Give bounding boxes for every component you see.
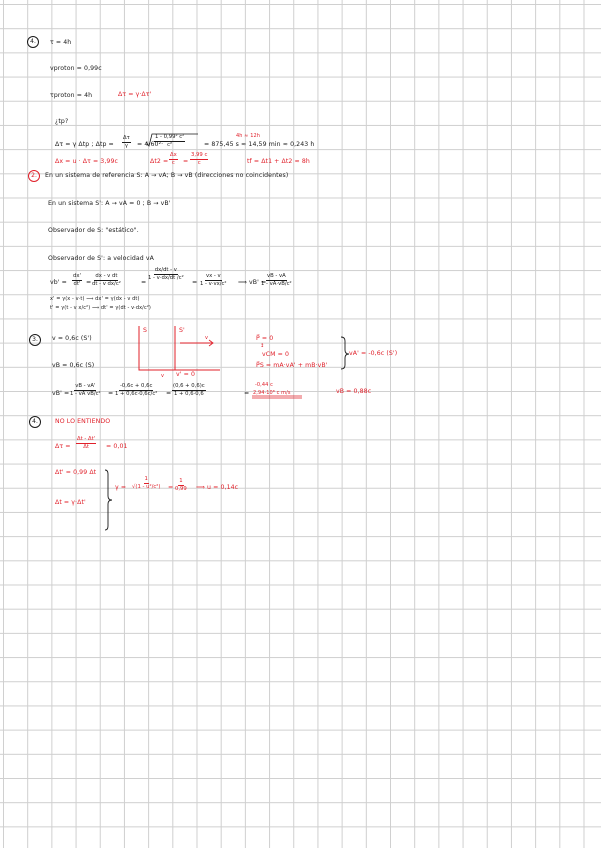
p4-gamma-num: 1 <box>144 477 149 484</box>
p3-frame-v-bottom: v <box>161 373 165 379</box>
p4-gamma-fraction <box>132 477 160 491</box>
p4-dt-fraction <box>76 437 96 451</box>
p2-frac-1 <box>72 274 82 288</box>
p3-frame-v-prime: v' = 0 <box>176 371 196 378</box>
p3-formula-frac-3 <box>172 384 206 398</box>
p4-note: NO LO ENTIENDO <box>55 418 111 425</box>
p2-frac-1-num: dx' <box>72 274 82 281</box>
p2-frac-5 <box>261 274 292 288</box>
p1-fraction <box>122 136 131 150</box>
p1-sqrt-fraction <box>154 135 185 149</box>
p1-proton-time: τproton = 4h <box>50 92 93 99</box>
p3-formula-eq-3: = <box>244 390 250 397</box>
p3-formula-frac-2 <box>115 384 157 398</box>
p3-va-label <box>52 336 92 342</box>
p3-red-result-top: -0,44 c <box>255 382 273 388</box>
p2-frac-2-den: dt - v dx/c² <box>92 281 121 288</box>
p4-gamma-label: γ = <box>115 484 127 491</box>
p3-formula-eq-1: = <box>108 390 114 397</box>
p3-formula-eq-2: = <box>166 390 172 397</box>
p2-frac-4 <box>200 274 227 288</box>
p1-sqrt-den: c² <box>167 142 173 149</box>
p3-vb-final: vB = 0,88c <box>336 388 372 395</box>
p3-momentum-arrow: ↕ <box>260 343 265 349</box>
p3-vcm: vCM = 0 <box>262 351 290 358</box>
p1-question: ¿tp? <box>55 118 69 125</box>
p2-observer-s-prime: Observador de S': a velocidad vA <box>48 255 154 262</box>
p4-dt-prime: Δt' = 0,99 Δt <box>55 469 97 476</box>
p1-dt2-den-2: c <box>197 160 201 167</box>
p3-red-result-bottom: 2,94·10⁸ c m/s <box>253 390 291 396</box>
p2-frac-3-den: 1 - v·dx/dt /c² <box>148 275 184 282</box>
p3-formula-frac-1 <box>70 384 101 398</box>
p1-gamma-eq-mid: = 4·60²· <box>137 141 164 148</box>
p3-frame-s-prime: S' <box>179 327 185 334</box>
p2-implies: ⟹ vB' = <box>238 279 267 286</box>
problem-3-number: 3. <box>29 334 41 346</box>
p3-formula-frac-3-num: (0,6 + 0,6)c <box>172 384 206 391</box>
p3-formula-frac-1-den: 1 - vA vB/c² <box>70 391 101 398</box>
p1-dt2-fraction <box>169 153 178 167</box>
p3-vb: vB = 0,6c (S) <box>52 362 95 369</box>
p3-formula-lhs: vB' = <box>52 390 70 397</box>
p2-intro: En un sistema de referencia S: A → vA; B → vB (direcciones no coincidentes) <box>45 172 289 179</box>
p1-final-time: tf = Δt1 + Δt2 ≈ 8h <box>247 158 310 165</box>
p1-dt2-fraction-2 <box>190 153 208 167</box>
p1-gamma-eq-start: Δτ = γ Δtp ; Δtp = <box>55 141 114 148</box>
p4-dt-num: Δt - Δt' <box>76 437 96 444</box>
p1-dt2-label: Δt2 = <box>150 158 169 165</box>
p2-observer-s: Observador de S: "estático". <box>48 227 139 234</box>
p2-eq-2: = <box>141 279 147 286</box>
p2-lorentz-t: t' = γ(t - v x/c²) ⟹ dt' = γ(dt - v·dx/c²) <box>50 305 151 311</box>
p1-gamma-eq-result: = 875,45 s ≈ 14,59 min ≈ 0,243 h <box>204 141 315 148</box>
p3-frame-v: v <box>205 335 209 341</box>
p3-formula-frac-2-den: 1 + 0,6c·0,6c/c² <box>115 391 158 398</box>
p2-frac-4-num: vx - v <box>205 274 222 281</box>
p2-frac-3-num: dx/dt - v <box>154 268 178 275</box>
p1-distance: Δx = u · Δτ = 3,99c <box>55 158 118 165</box>
p3-va: v = 0,6c (S') <box>52 335 92 342</box>
p1-proton-velocity: vproton = 0,99c <box>50 65 102 72</box>
p3-frame-s: S <box>143 327 148 334</box>
p2-lorentz-x: x' = γ(x - v·t) ⟹ dx' = γ(dx - v dt) <box>50 296 140 302</box>
problem-1-number: 4. <box>27 36 39 48</box>
p2-eq-1: = <box>86 279 92 286</box>
p4-gamma-equals: = <box>168 484 174 491</box>
p4-gamma-fraction-2 <box>175 479 187 493</box>
p3-formula-frac-1-num: vB - vA' <box>74 384 96 391</box>
p1-dt2-num-2: 3,99 c <box>190 153 208 160</box>
p4-dt-relation: Δt = γ·Δt' <box>55 499 86 506</box>
p4-gamma-num-2: 1 <box>178 479 183 486</box>
p3-momentum-sum: P⃗S = mA·vA' + mB·vB' <box>256 362 328 369</box>
p4-dt-den: Δt <box>83 444 89 451</box>
p4-dt-result: = 0,01 <box>106 443 128 450</box>
p2-vb-label: vb' = <box>50 279 67 286</box>
p4-gamma-den: √(1 - u²/c²) <box>132 484 161 491</box>
p2-frac-2-num: dx - v dt <box>94 274 118 281</box>
p3-vb-label <box>52 363 94 369</box>
p1-fraction-den: γ <box>124 143 128 150</box>
p2-frac-3 <box>148 268 184 282</box>
p2-frac-4-den: 1 - v·vx/c² <box>200 281 227 288</box>
problem-4-number: 4. <box>29 416 41 428</box>
p1-dt2-equals: = <box>183 158 189 165</box>
p4-gamma-result: ⟹ u = 0,14c <box>196 484 239 491</box>
p1-dt2-num: Δx <box>169 153 178 160</box>
p2-eq-3: = <box>192 279 198 286</box>
p2-frame-s-prime: En un sistema S': A → vA = 0 ; B → vB' <box>48 200 171 207</box>
p3-formula-frac-3-den: 1 + 0,6·0,6 <box>173 391 204 398</box>
p1-dilation-relation: Δτ = γ·Δτ' <box>118 91 152 98</box>
p1-fraction-num: Δτ <box>122 136 131 143</box>
p1-proper-time: τ = 4h <box>50 39 72 46</box>
p3-va-result: vA' = -0,6c (S') <box>349 350 398 357</box>
p4-dt-label: Δτ = <box>55 443 71 450</box>
p2-frac-2 <box>92 274 121 288</box>
p2-frac-5-num: vB - vA <box>266 274 287 281</box>
problem-2-number: 2. <box>28 170 40 182</box>
p1-red-note: 4h ≈ 12h <box>236 133 261 139</box>
p1-sqrt-num: 1 - 0,99² c² <box>154 135 185 142</box>
p3-total-momentum: P⃗ = 0 <box>256 335 274 342</box>
p2-frac-5-den: 1 - vA·vB/c² <box>261 281 292 288</box>
p1-dt2-den: c <box>171 160 175 167</box>
p3-formula-frac-2-num: -0,6c + 0,6c <box>119 384 153 391</box>
p4-gamma-den-2: 0,99 <box>175 486 187 493</box>
p2-frac-1-den: dt' <box>73 281 81 288</box>
